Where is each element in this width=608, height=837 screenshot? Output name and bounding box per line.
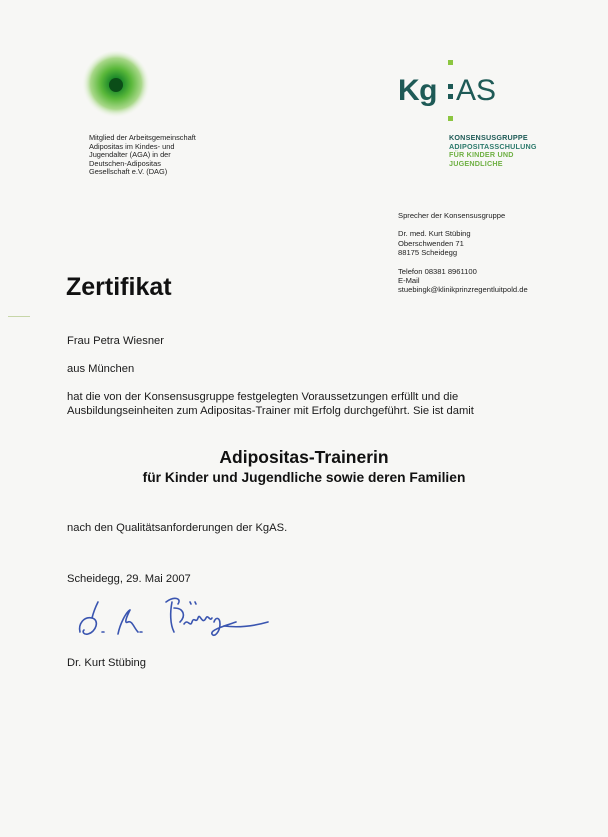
aga-line: Gesellschaft e.V. (DAG) bbox=[89, 167, 168, 177]
recipient-origin: aus München bbox=[67, 363, 135, 375]
sender-email: stuebingk@klinikprinzregentluitpold.de bbox=[398, 285, 528, 295]
certificate-statement: hat die von der Konsensusgruppe festgelegten Voraussetzungen erfüllt und die Ausbildungseinheiten zum Adipositas-Trainer mit Erfolg durchgeführt. Sie ist damit bbox=[67, 391, 474, 417]
certificate-title: Zertifikat bbox=[66, 273, 172, 301]
kgas-dot-icon bbox=[448, 60, 453, 65]
kgas-colon-dot-icon bbox=[448, 94, 453, 99]
sender-email-label: E-Mail bbox=[398, 276, 420, 286]
sender-role: Sprecher der Konsensusgruppe bbox=[398, 211, 506, 220]
aga-line: Mitglied der Arbeitsgemeinschaft bbox=[89, 133, 196, 142]
signer-name: Dr. Kurt Stübing bbox=[67, 657, 146, 669]
kgas-sub-line: KONSENSUSGRUPPE bbox=[449, 133, 528, 142]
aga-line: Jugendalter (AGA) in der bbox=[89, 150, 171, 160]
recipient-name: Frau Petra Wiesner bbox=[67, 335, 164, 347]
place-date: Scheidegg, 29. Mai 2007 bbox=[67, 573, 191, 585]
sender-name: Dr. med. Kurt Stübing bbox=[398, 229, 471, 239]
qualification-title: Adipositas-Trainerin bbox=[219, 447, 389, 467]
kgas-logo-kg: Kg bbox=[398, 74, 437, 107]
qualification-subtitle: für Kinder und Jugendliche sowie deren Familien bbox=[142, 470, 466, 485]
aga-line: Adipositas im Kindes- und bbox=[89, 141, 175, 151]
signature-icon bbox=[74, 588, 274, 646]
kgas-logo-as: AS bbox=[456, 74, 497, 107]
kgas-sub-line: ADIPOSITASSCHULUNG bbox=[449, 141, 537, 151]
sender-address bbox=[398, 211, 528, 295]
kgas-sub-line: FÜR KINDER UND bbox=[449, 150, 514, 160]
sender-city: 88175 Scheidegg bbox=[398, 248, 458, 258]
quality-standard: nach den Qualitätsanforderungen der KgAS. bbox=[67, 522, 288, 534]
kgas-colon-dot-icon bbox=[448, 84, 453, 89]
kgas-sub-line: JUGENDLICHE bbox=[449, 158, 503, 168]
aga-membership-text bbox=[89, 134, 239, 177]
aga-line: Deutschen-Adipositas bbox=[89, 158, 161, 168]
kgas-logo bbox=[398, 60, 518, 124]
kgas-subtitle bbox=[449, 134, 537, 168]
kgas-dot-icon bbox=[448, 116, 453, 121]
aga-logo-icon bbox=[78, 48, 150, 120]
margin-mark bbox=[8, 316, 30, 317]
sender-street: Oberschwenden 71 bbox=[398, 238, 464, 248]
sender-phone: Telefon 08381 8961100 bbox=[398, 266, 477, 276]
